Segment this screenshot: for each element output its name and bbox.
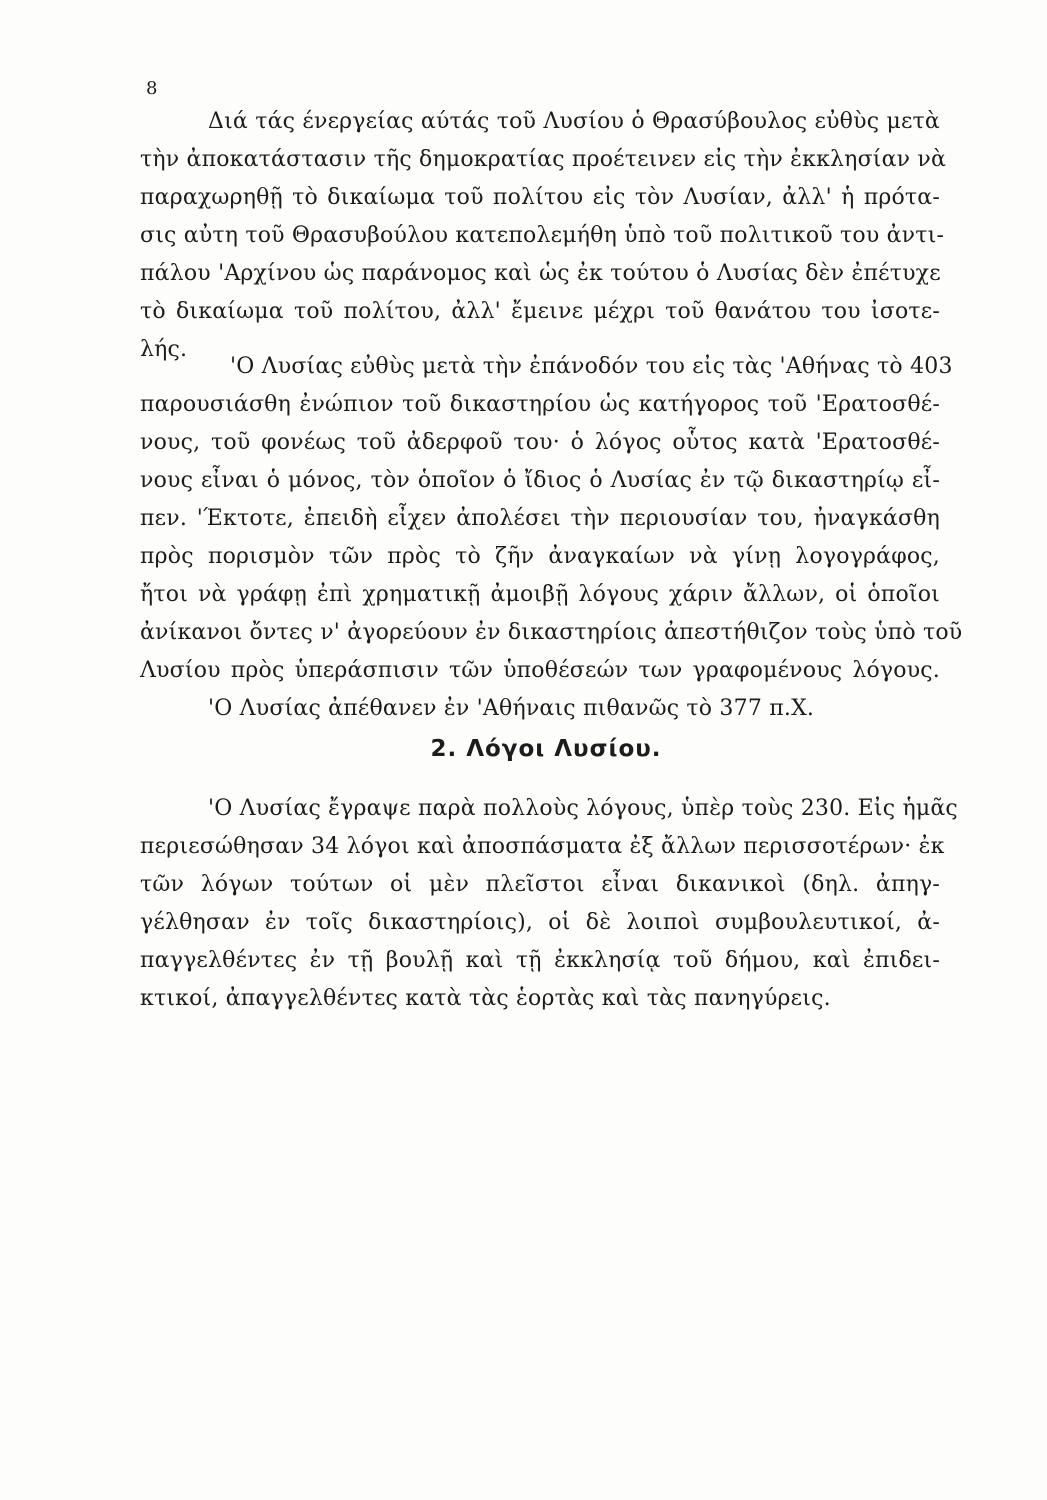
text-line: σις αὐτη τοῦ Θρασυβούλου κατεπολεμήθη ὑπὸ τοῦ πολιτικοῦ του ἀντι-: [140, 223, 945, 248]
paragraph-thrasybulus: [140, 103, 947, 369]
text-line: κτικοί, ἀπαγγελθέντες κατὰ τὰς ἑορτὰς καὶ τὰς πανηγύρεις.: [140, 986, 831, 1011]
text-line: πάλου 'Αρχίνου ὡς παράνομος καὶ ὡς ἐκ τούτου ὁ Λυσίας δὲν ἐπέτυχε: [140, 261, 941, 286]
text-line: ἀνίκανοι ὄντες ν' ἀγορεύουν ἐν δικαστηρίοις ἀπεστήθιζον τοὺς ὑπὸ τοῦ: [140, 620, 963, 645]
section-heading: 2. Λόγοι Λυσίου.: [430, 736, 662, 762]
paragraph-eratosthenes: [140, 348, 963, 728]
text-line: γέλθησαν ἐν τοῖς δικαστηρίοις), οἱ δὲ λοιποὶ συμβουλευτικοί, ἀ-: [140, 910, 940, 935]
text-line: Διά τάς ένεργείας αύτάς τοῦ Λυσίου ὁ Θρασύβουλος εὐθὺς μετὰ: [208, 109, 940, 134]
text-line: 'Ο Λυσίας εὐθὺς μετὰ τὴν ἐπάνοδόν του εἰς τὰς 'Αθήνας τὸ 403: [230, 354, 953, 379]
text-line: νους, τοῦ φονέως τοῦ ἀδερφοῦ του· ὁ λόγος οὗτος κατὰ 'Ερατοσθέ-: [140, 430, 940, 455]
text-line: νους εἶναι ὁ μόνος, τὸν ὁποῖον ὁ ἴδιος ὁ Λυσίας ἐν τῷ δικαστηρίῳ εἶ-: [140, 468, 940, 493]
text-line: τὸ δικαίωμα τοῦ πολίτου, ἀλλ' ἔμεινε μέχρι τοῦ θανάτου του ἰσοτε-: [140, 299, 940, 324]
text-line: 'Ο Λυσίας ἀπέθανεν ἐν 'Αθήναις πιθανῶς τὸ 377 π.Χ.: [208, 696, 815, 721]
text-line: παγγελθέντες ἐν τῇ βουλῇ καὶ τῇ ἐκκλησίᾳ τοῦ δήμου, καὶ ἐπιδει-: [140, 948, 940, 973]
paragraph-speeches: [140, 790, 958, 1018]
text-line: τῶν λόγων τούτων οἱ μὲν πλεῖστοι εἶναι δικανικοὶ (δηλ. ἀπηγ-: [140, 872, 940, 897]
text-line: παρουσιάσθη ἐνώπιον τοῦ δικαστηρίου ὡς κατήγορος τοῦ 'Ερατοσθέ-: [140, 392, 940, 417]
text-line: πρὸς πορισμὸν τῶν πρὸς τὸ ζῆν ἀναγκαίων νὰ γίνῃ λογογράφος,: [140, 544, 940, 569]
text-line: παραχωρηθῇ τὸ δικαίωμα τοῦ πολίτου εἰς τὸν Λυσίαν, ἀλλ' ἡ πρότα-: [140, 185, 940, 210]
page-number: 8: [146, 78, 158, 99]
text-line: λής.: [140, 337, 188, 362]
text-line: 'Ο Λυσίας ἔγραψε παρὰ πολλοὺς λόγους, ὑπὲρ τοὺς 230. Εἰς ἡμᾶς: [208, 796, 958, 821]
text-line: τὴν ἀποκατάστασιν τῆς δημοκρατίας προέτεινεν εἰς τὴν ἐκκλησίαν νὰ: [140, 147, 947, 172]
text-line: ἤτοι νὰ γράφῃ ἐπὶ χρηματικῇ ἀμοιβῇ λόγους χάριν ἄλλων, οἱ ὁποῖοι: [140, 582, 940, 607]
text-line: περιεσώθησαν 34 λόγοι καὶ ἀποσπάσματα ἐξ ἄλλων περισσοτέρων· ἐκ: [140, 834, 945, 859]
text-line: πεν. 'Έκτοτε, ἐπειδὴ εἶχεν ἀπολέσει τὴν περιουσίαν του, ἠναγκάσθη: [140, 506, 940, 531]
text-line: Λυσίου πρὸς ὑπεράσπισιν τῶν ὑποθέσεών των γραφομένους λόγους.: [140, 658, 940, 683]
